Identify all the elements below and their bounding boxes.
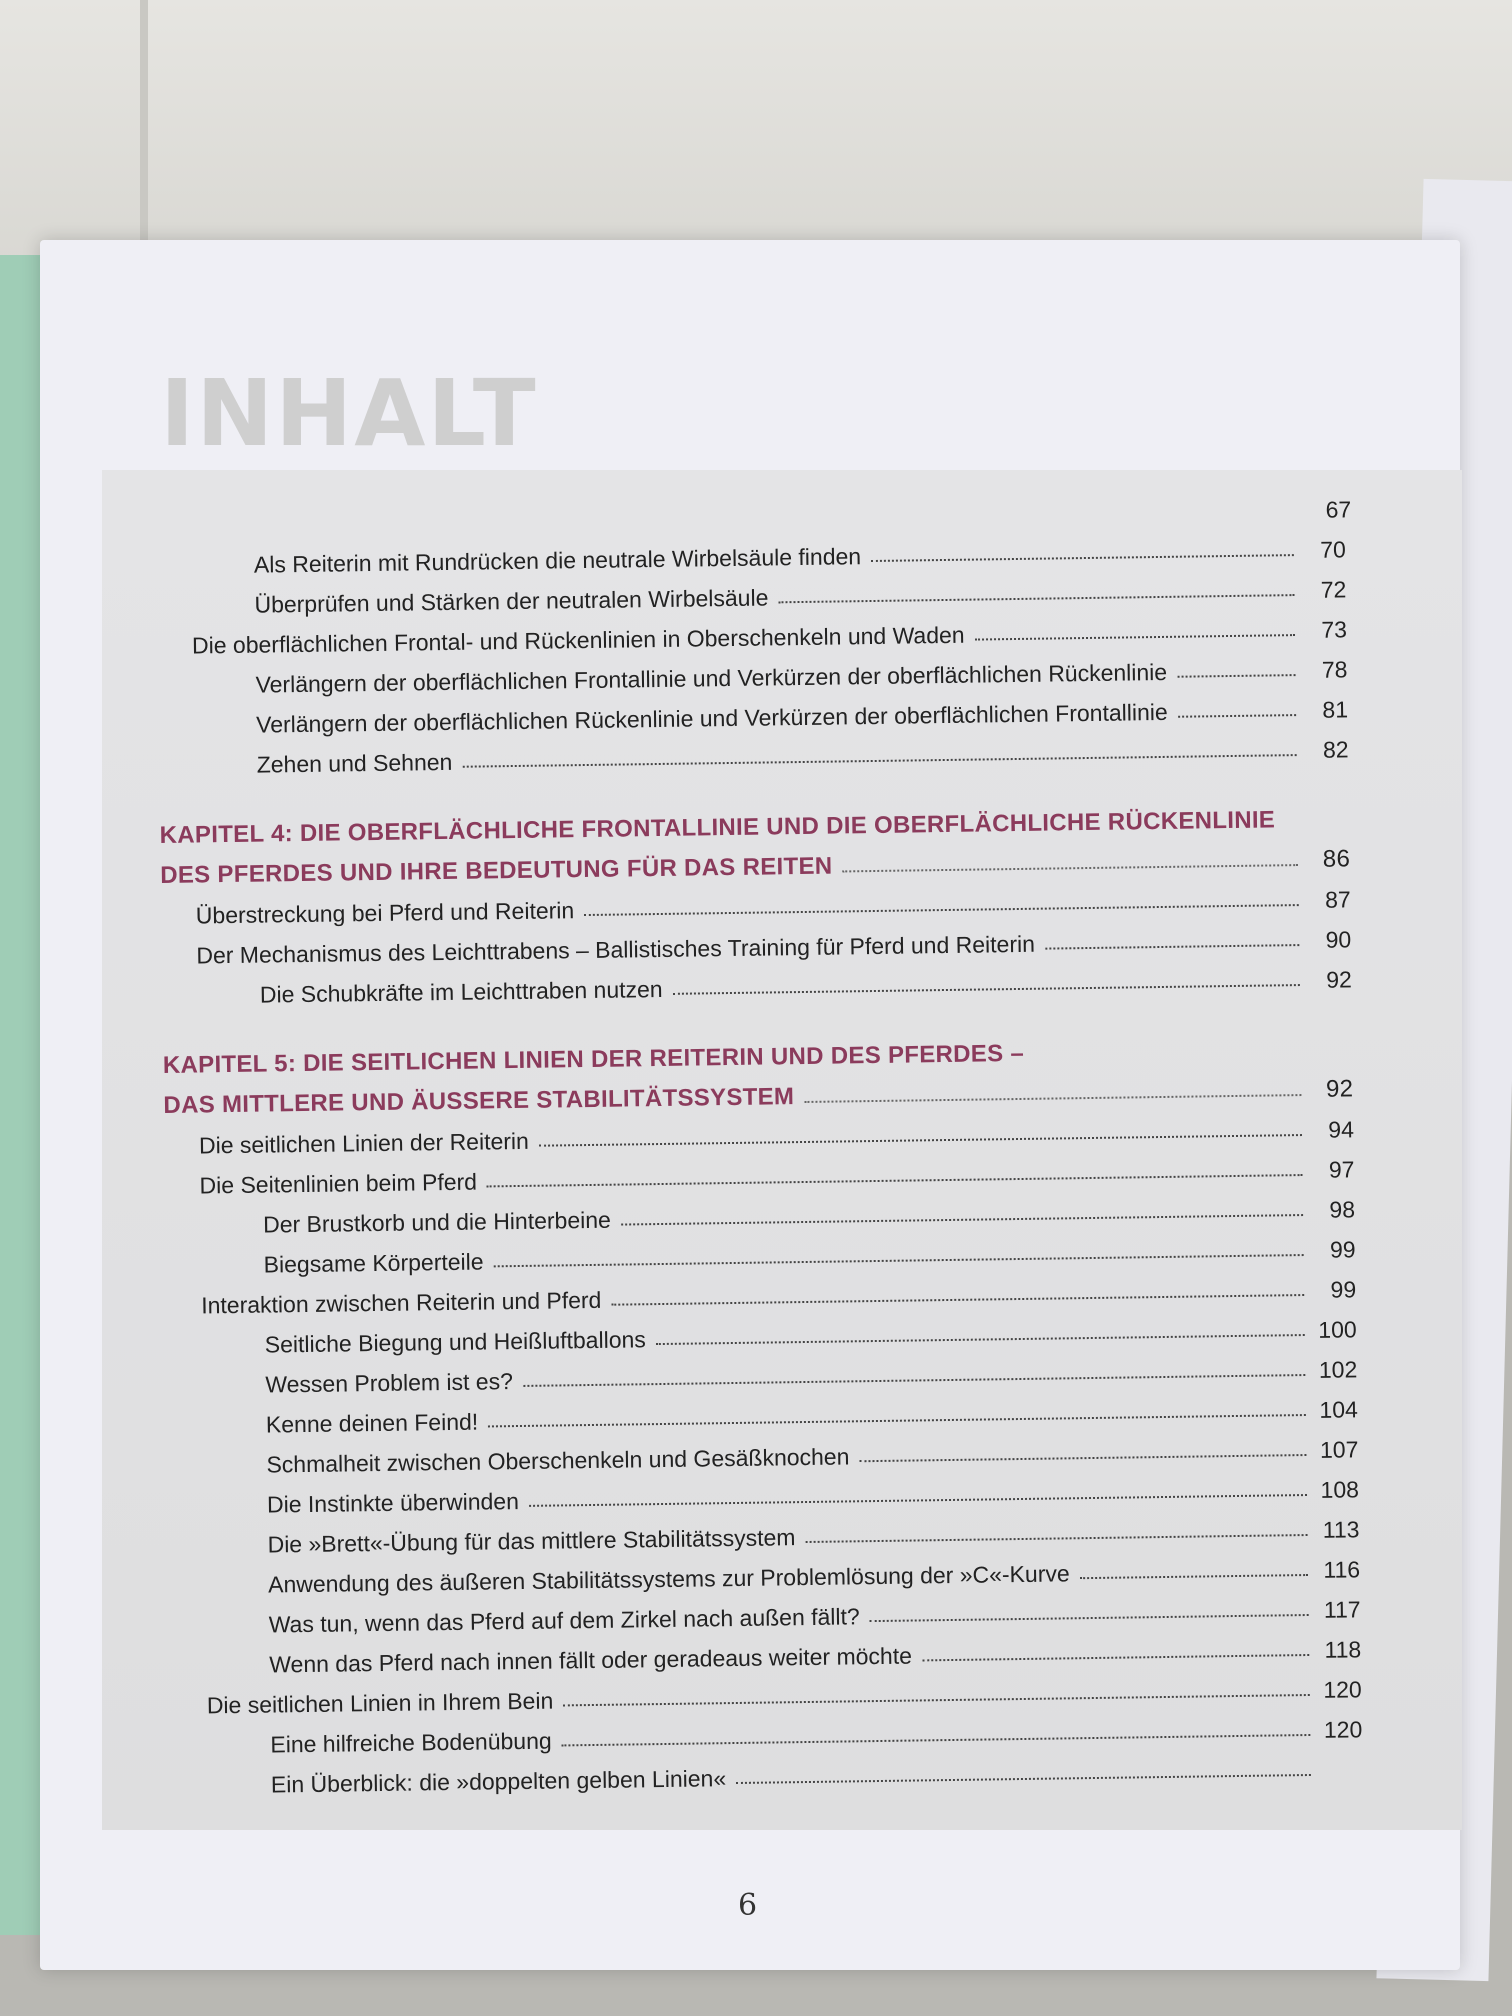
toc-leader-dots: [842, 864, 1298, 872]
toc-page-number: 73: [1321, 616, 1348, 643]
toc-leader-dots: [806, 1534, 1308, 1543]
toc-leader-dots: [621, 1214, 1303, 1226]
toc-title: Überprüfen und Stärken der neutralen Wirbelsäule: [254, 584, 769, 618]
toc-leader-dots: [804, 1094, 1301, 1103]
toc-title: Der Brustkorb und die Hinterbeine: [262, 1206, 612, 1238]
toc-leader-dots: [736, 1774, 1311, 1784]
toc-title: Kenne deinen Feind!: [265, 1408, 479, 1438]
toc-page-number: 82: [1322, 736, 1349, 763]
toc-page-number: 92: [1325, 1075, 1354, 1103]
toc-page-number: 116: [1323, 1556, 1361, 1583]
toc-leader-dots: [1080, 1574, 1308, 1579]
toc-title: Verlängern der oberflächlichen Rückenlinie und Verkürzen der oberflächlichen Frontallinie: [255, 698, 1168, 738]
chapter-5-title-line1: KAPITEL 5: DIE SEITLICHEN LINIEN DER REITERIN UND DES PFERDES –: [162, 1039, 1025, 1079]
toc-title: Schmalheit zwischen Oberschenkeln und Gesäßknochen: [266, 1443, 850, 1478]
toc-section-a: [156, 523, 1349, 780]
toc-leader-dots: [975, 634, 1295, 640]
toc-title: Die oberflächlichen Frontal- und Rückenlinien in Oberschenkeln und Waden: [191, 621, 965, 659]
toc-title: DES PFERDES UND IHRE BEDEUTUNG FÜR DAS REITEN: [160, 852, 833, 889]
toc-title: Biegsame Körperteile: [263, 1248, 484, 1278]
toc-title: Zehen und Sehnen: [256, 748, 453, 778]
toc-page-number: 81: [1322, 696, 1349, 723]
toc-title: Wessen Problem ist es?: [265, 1368, 514, 1398]
toc-leader-dots: [922, 1654, 1309, 1661]
toc-page-number: 120: [1323, 1676, 1362, 1703]
page-number: 6: [738, 1888, 758, 1923]
toc-leader-dots: [859, 1454, 1306, 1462]
toc-leader-dots: [584, 904, 1299, 916]
toc-title: Die Instinkte überwinden: [266, 1488, 520, 1518]
toc-leader-dots: [673, 984, 1300, 995]
toc-page-number: 120: [1323, 1716, 1363, 1743]
toc-leader-dots: [1045, 944, 1299, 950]
toc-page-number: 118: [1324, 1636, 1362, 1663]
toc-section-c: [164, 1103, 1363, 1800]
toc-leader-dots: [778, 594, 1294, 603]
toc-leader-dots: [1178, 714, 1296, 718]
toc-page-number: 70: [1320, 536, 1346, 563]
toc-page-number: 117: [1323, 1596, 1361, 1623]
toc-page-number: 104: [1319, 1396, 1358, 1423]
toc-page-number: 90: [1325, 926, 1352, 953]
toc-page-number: 108: [1320, 1476, 1360, 1503]
toc-page-number: 102: [1318, 1356, 1358, 1383]
toc-title: Der Mechanismus des Leichttrabens – Ballistisches Training für Pferd und Reiterin: [196, 930, 1036, 969]
toc-title: Ein Überblick: die »doppelten gelben Linien«: [270, 1765, 727, 1798]
toc-page-number: 86: [1322, 845, 1351, 873]
toc-leader-dots: [871, 554, 1294, 562]
toc-leader-dots: [1177, 674, 1295, 678]
toc-leader-dots: [656, 1334, 1305, 1345]
toc-title: Die »Brett«-Übung für das mittlere Stabilitätssystem: [267, 1524, 796, 1558]
background-divider: [140, 0, 148, 250]
toc-title: Die Seitenlinien beim Pferd: [199, 1168, 478, 1199]
toc-title: Die seitlichen Linien in Ihrem Bein: [206, 1687, 554, 1719]
toc-leader-dots: [611, 1294, 1304, 1306]
table-of-contents: [155, 483, 1363, 1799]
toc-page-number: 92: [1326, 966, 1352, 993]
toc-page-number: 87: [1324, 886, 1351, 913]
toc-page-number: 100: [1318, 1316, 1357, 1343]
toc-title: Wenn das Pferd nach innen fällt oder geradeaus weiter möchte: [269, 1642, 913, 1678]
toc-title: Eine hilfreiche Bodenübung: [270, 1727, 552, 1758]
toc-page-number: 98: [1329, 1196, 1356, 1223]
toc-title: Die Schubkräfte im Leichttraben nutzen: [259, 975, 663, 1008]
toc-page-number: 94: [1328, 1116, 1355, 1143]
toc-page-number: 99: [1329, 1236, 1356, 1263]
background-wall: [0, 0, 1512, 260]
toc-title: Seitliche Biegung und Heißluftballons: [264, 1326, 646, 1358]
toc-page-number: 97: [1328, 1156, 1355, 1183]
toc-page-number: 113: [1322, 1516, 1360, 1543]
toc-title: Die seitlichen Linien der Reiterin: [198, 1127, 530, 1159]
toc-page-number: 78: [1321, 656, 1348, 683]
toc-title: Anwendung des äußeren Stabilitätssystems zur Problemlösung der »C«-Kurve: [267, 1560, 1070, 1598]
toc-title: DAS MITTLERE UND ÄUSSERE STABILITÄTSSYSTEM: [163, 1083, 795, 1119]
page-heading: INHALT: [160, 360, 538, 467]
toc-page-number: 67: [1325, 496, 1352, 523]
toc-title: Was tun, wenn das Pferd auf dem Zirkel nach außen fällt?: [268, 1603, 860, 1638]
toc-page-number: 99: [1330, 1276, 1357, 1303]
chapter-4-title-line1: KAPITEL 4: DIE OBERFLÄCHLICHE FRONTALLINIE UND DIE OBERFLÄCHLICHE RÜCKENLINIE: [159, 806, 1276, 849]
toc-page-number: 72: [1320, 576, 1347, 603]
toc-title: Verlängern der oberflächlichen Frontallinie und Verkürzen der oberflächlichen Rückenlinie: [255, 658, 1168, 698]
toc-section-b: [160, 873, 1352, 1010]
toc-title: Interaktion zwischen Reiterin und Pferd: [201, 1286, 602, 1319]
toc-title: Überstreckung bei Pferd und Reiterin: [195, 897, 575, 929]
toc-leader-dots: [870, 1614, 1309, 1622]
toc-title: Als Reiterin mit Rundrücken die neutrale Wirbelsäule finden: [253, 543, 862, 578]
toc-page-number: 107: [1319, 1436, 1359, 1463]
